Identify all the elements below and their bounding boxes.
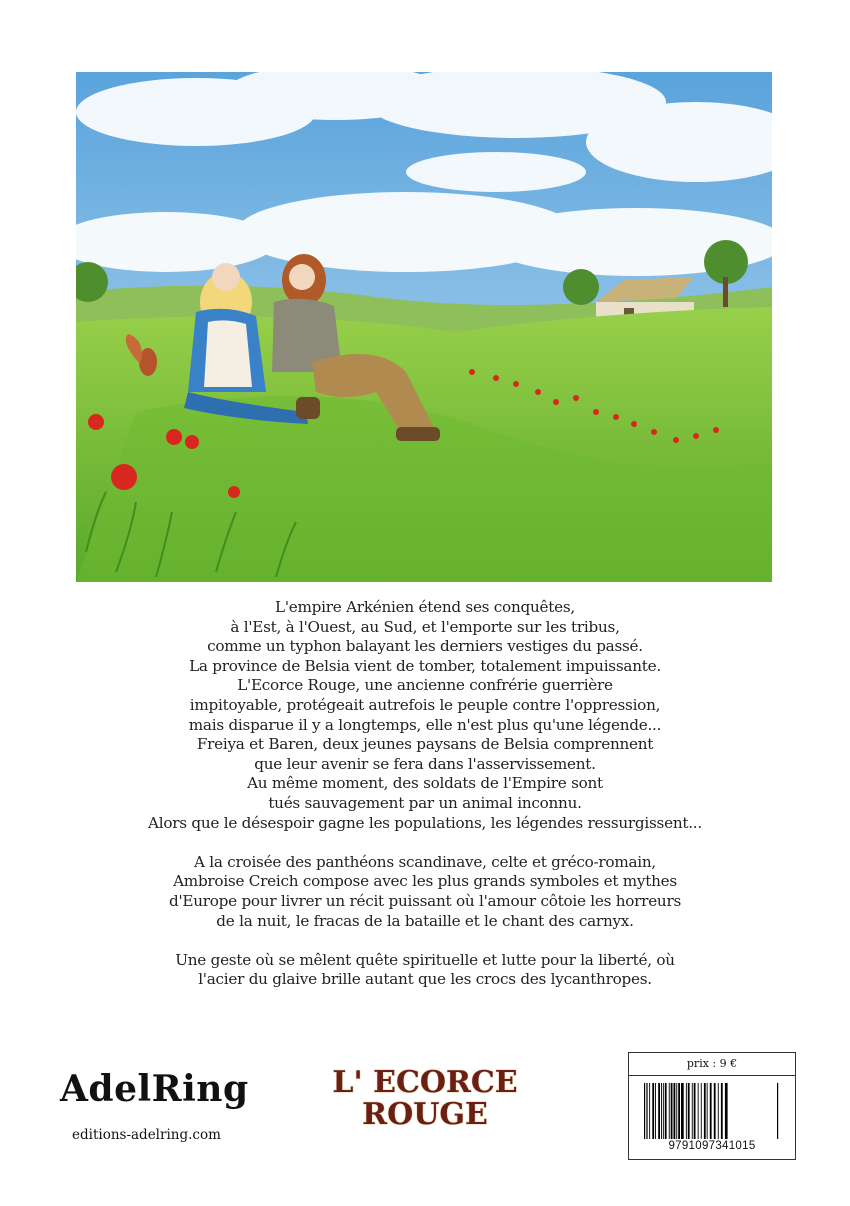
barcode-bar bbox=[710, 1083, 712, 1139]
barcode-bar bbox=[663, 1083, 664, 1139]
barcode-bar bbox=[725, 1083, 728, 1139]
barcode-bar bbox=[707, 1083, 708, 1139]
barcode-bar bbox=[694, 1083, 696, 1139]
back-cover-blurb bbox=[100, 598, 750, 1009]
blurb-line: de la nuit, le fracas de la bataille et le chant des carnyx. bbox=[216, 911, 634, 930]
blurb-paragraph bbox=[100, 598, 750, 833]
barcode-bar bbox=[676, 1083, 677, 1139]
barcode-bars bbox=[644, 1083, 780, 1139]
barcode-bar bbox=[701, 1083, 702, 1139]
barcode-bar bbox=[777, 1083, 778, 1139]
barcode-bar bbox=[669, 1083, 670, 1139]
barcode-box bbox=[628, 1052, 796, 1160]
blurb-line: comme un typhon balayant les derniers vestiges du passé. bbox=[207, 637, 643, 656]
blurb-line: L'Ecorce Rouge, une ancienne confrérie guerrière bbox=[237, 676, 613, 695]
blurb-line: mais disparue il y a longtemps, elle n'est plus qu'une légende... bbox=[188, 715, 662, 734]
cover-illustration bbox=[76, 72, 772, 582]
blurb-line: Freiya et Baren, deux jeunes paysans de Belsia comprennent bbox=[196, 735, 654, 754]
barcode-divider bbox=[629, 1075, 795, 1076]
barcode-bar bbox=[698, 1083, 699, 1139]
barcode-bar bbox=[681, 1083, 684, 1139]
barcode-bar bbox=[674, 1083, 676, 1139]
barcode-bar bbox=[671, 1083, 673, 1139]
barcode-bar bbox=[714, 1083, 716, 1139]
illustration-svg bbox=[76, 72, 772, 582]
blurb-paragraph bbox=[100, 853, 750, 931]
publisher-logo: AdelRing bbox=[60, 1068, 249, 1110]
barcode-bar bbox=[665, 1083, 667, 1139]
barcode-bar bbox=[646, 1083, 647, 1139]
barcode-bar bbox=[649, 1083, 650, 1139]
barcode-bar bbox=[721, 1083, 723, 1139]
barcode-bar bbox=[658, 1083, 660, 1139]
blurb-line: L'empire Arkénien étend ses conquêtes, bbox=[275, 598, 575, 616]
blurb-line: Alors que le désespoir gagne les populations, les légendes ressurgissent... bbox=[148, 813, 702, 832]
blurb-line: A la croisée des panthéons scandinave, celte et gréco-romain, bbox=[194, 852, 656, 871]
blurb-line: La province de Belsia vient de tomber, totalement impuissante. bbox=[189, 656, 661, 675]
blurb-line: tués sauvagement par un animal inconnu. bbox=[268, 793, 582, 812]
barcode-bar bbox=[718, 1083, 719, 1139]
blurb-line: d'Europe pour livrer un récit puissant où l'amour côtoie les horreurs bbox=[168, 891, 682, 910]
blurb-line: Au même moment, des soldats de l'Empire sont bbox=[247, 774, 603, 793]
barcode-bar bbox=[704, 1083, 706, 1139]
blurb-line: Ambroise Creich compose avec les plus grands symboles et mythes bbox=[173, 872, 677, 891]
barcode-bar bbox=[655, 1083, 656, 1139]
barcode-bar bbox=[644, 1083, 645, 1139]
barcode-bar bbox=[661, 1083, 662, 1139]
series-logo-line1: L' ECORCE bbox=[332, 1065, 518, 1100]
series-logo-line2: ROUGE bbox=[362, 1097, 488, 1132]
blurb-paragraph bbox=[100, 951, 750, 990]
publisher-url[interactable]: editions-adelring.com bbox=[72, 1127, 221, 1143]
price-label: prix : 9 € bbox=[686, 1057, 738, 1070]
barcode-bar bbox=[688, 1083, 690, 1139]
blurb-line: Une geste où se mêlent quête spirituelle et lutte pour la liberté, où bbox=[175, 950, 675, 969]
blurb-line: à l'Est, à l'Ouest, au Sud, et l'emporte sur les tribus, bbox=[230, 617, 620, 636]
blurb-line: que leur avenir se fera dans l'asservissement. bbox=[254, 754, 596, 773]
blurb-line: l'acier du glaive brille autant que les crocs des lycanthropes. bbox=[198, 970, 652, 989]
barcode-bar bbox=[652, 1083, 654, 1139]
isbn-number: 9791097341015 bbox=[668, 1140, 756, 1152]
barcode-bar bbox=[692, 1083, 693, 1139]
barcode-bar bbox=[686, 1083, 687, 1139]
blurb-line: impitoyable, protégeait autrefois le peuple contre l'oppression, bbox=[189, 695, 661, 714]
barcode-bar bbox=[678, 1083, 680, 1139]
series-logo bbox=[322, 1062, 528, 1134]
